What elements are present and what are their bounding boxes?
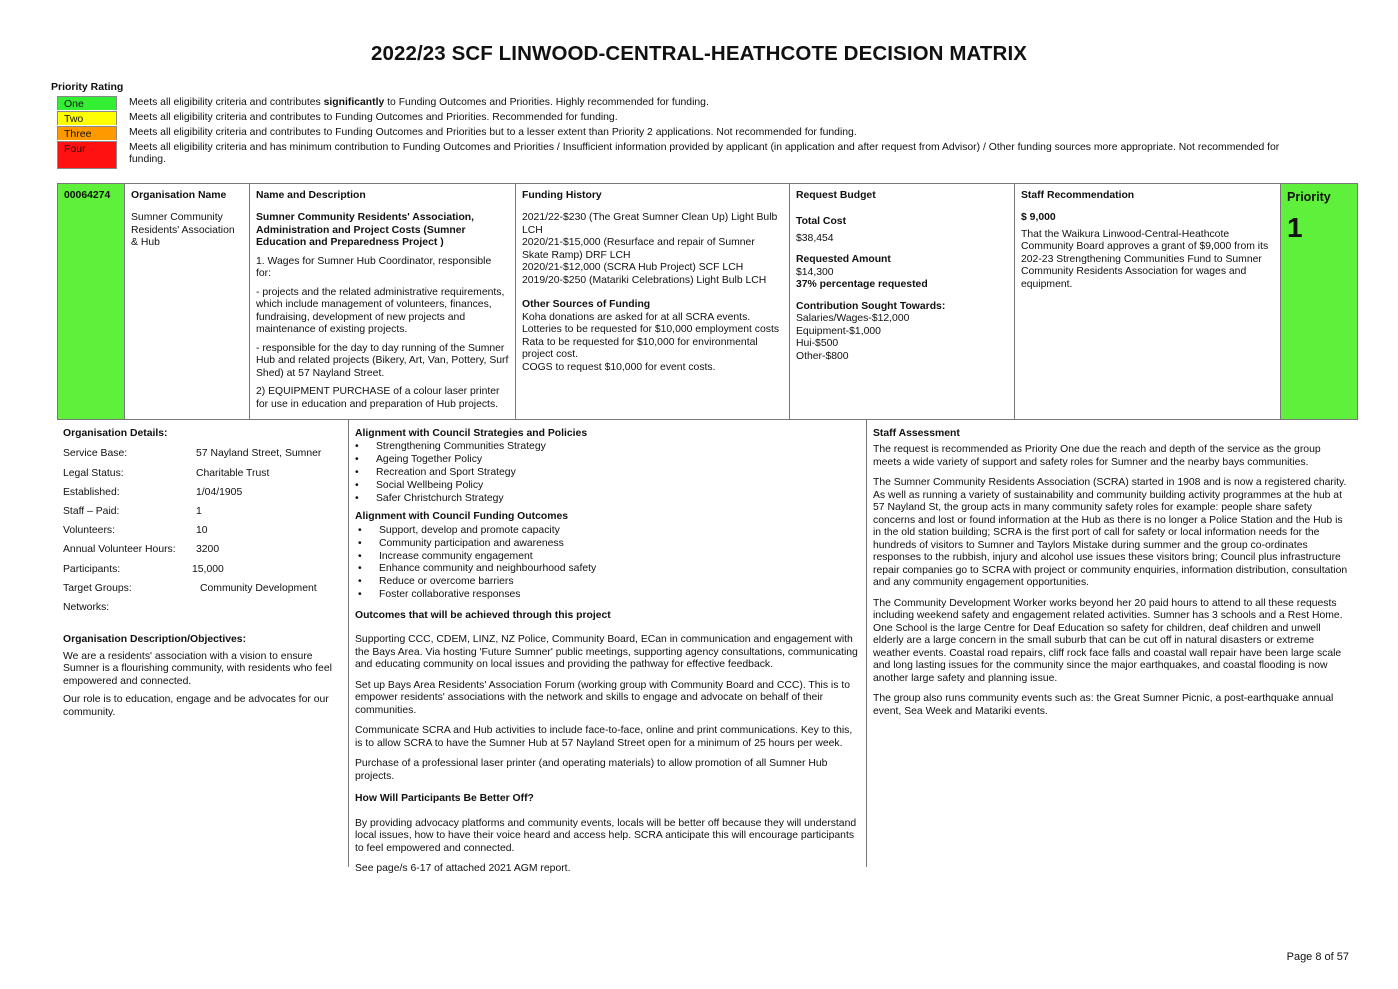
list-item: • Strengthening Communities Strategy xyxy=(355,441,860,454)
list-item: • Social Wellbeing Policy xyxy=(355,480,860,493)
better-off-paragraph: By providing advocacy platforms and community events, locals will be better off because they will understand local issues, how to have their voice heard and access help. SCRA anticipate this will encourage participants to feel empowered and connected. xyxy=(355,817,857,854)
achieved-heading: Outcomes that will be achieved through this project xyxy=(355,609,611,621)
funding-history-item: 2021/22-$230 (The Great Sumner Clean Up) Light Bulb LCH xyxy=(522,212,778,236)
priority-header: Priority xyxy=(1287,190,1331,204)
legend-row-four xyxy=(57,141,1317,169)
total-cost-value: $38,454 xyxy=(796,232,834,244)
requested-amount-label: Requested Amount xyxy=(796,254,891,266)
organisation-details-heading: Organisation Details: xyxy=(63,428,168,439)
description-paragraph: 2) EQUIPMENT PURCHASE of a colour laser printer for use in education and preparation of Hub projects. xyxy=(256,386,500,410)
achieved-paragraph: Communicate SCRA and Hub activities to include face-to-face, online and print communications. Key to this, is to allow SCRA to have the Sumner Hub at 57 Nayland Street open for a minimum of 25 hours per week. xyxy=(355,725,853,749)
achieved-paragraph: Purchase of a professional laser printer (and operating materials) to allow promotion of all Sumner Hub projects. xyxy=(355,758,828,782)
assessment-paragraph: The request is recommended as Priority One due the reach and depth of the service as the group meets a wide variety of support and safety roles for Sumner and the nearby bays communities. xyxy=(873,444,1321,468)
detail-row: Established: 1/04/1905 xyxy=(63,486,243,498)
alignment-column xyxy=(348,420,867,874)
legend-row-two xyxy=(57,111,1317,125)
swatch-three: Three xyxy=(57,126,117,140)
strategies-heading: Alignment with Council Strategies and Policies xyxy=(355,428,588,439)
request-budget-cell xyxy=(790,184,1015,420)
decision-matrix-table xyxy=(57,183,1358,420)
project-title: Sumner Community Residents' Association, Administration and Project Costs (Sumner Education and Preparedness Project ) xyxy=(256,212,475,249)
funding-history-item: 2020/21-$15,000 (Resurface and repair of Sumner Skate Ramp) DRF LCH xyxy=(522,237,755,261)
organisation-name-cell xyxy=(125,184,250,420)
requested-amount-value: $14,300 xyxy=(796,266,834,278)
staff-recommendation-header: Staff Recommendation xyxy=(1021,190,1135,201)
detail-row: Service Base: 57 Nayland Street, Sumner xyxy=(63,448,322,460)
staff-assessment-column xyxy=(867,420,1357,867)
list-item: • Enhance community and neighbourhood safety xyxy=(358,563,860,576)
better-off-heading: How Will Participants Be Better Off? xyxy=(355,793,534,805)
legend-text-three: Meets all eligibility criteria and contributes to Funding Outcomes and Priorities but to a lesser extent than Priority 2 applications. Not recommended for funding. xyxy=(129,127,857,138)
application-id-cell xyxy=(58,184,125,420)
description-paragraph: - responsible for the day to day running of the Sumner Hub and related projects (Bikery, Art, Van, Pottery, Surf Shed) at 57 Nayland Street. xyxy=(256,342,509,379)
assessment-paragraph: The group also runs community events such as: the Great Sumner Picnic, a post-earthquake annual event, Sea Week and Matariki events. xyxy=(873,693,1334,717)
list-item: • Recreation and Sport Strategy xyxy=(355,467,860,480)
legend-row-three xyxy=(57,126,1317,140)
contribution-item: Salaries/Wages-$12,000 xyxy=(796,313,910,325)
list-item: • Foster collaborative responses xyxy=(358,589,860,602)
list-item: • Support, develop and promote capacity xyxy=(358,525,860,538)
organisation-role: Our role is to education, engage and be advocates for our community. xyxy=(63,694,329,718)
staff-assessment-heading: Staff Assessment xyxy=(873,428,960,439)
outcomes-list xyxy=(355,525,860,602)
funding-history-item: 2019/20-$250 (Matariki Celebrations) Light Bulb LCH xyxy=(522,274,767,286)
assessment-paragraph: The Sumner Community Residents Association (SCRA) started in 1908 and is now a registered charity. As well as running a variety of sustainability and community building activity programmes at the hub at 57 Nayland St, the group acts in many community safety roles for example: people share safety concerns and lost or found information at the Hub as there is no longer a Police Station and the Hub is in the old station building; SCRA is the first port of call for safety or local information needs for the hundreds of visitors to Sumner and Taylors Mistake during summer and the group co-ordinates responses to the rubbish, injury and alcohol use issues these visitors bring; Council plus infrastructure repair companies go to SCRA with project or community enquiries, information distribution, consultation and any community engagement opportunities. xyxy=(873,477,1348,589)
request-budget-header: Request Budget xyxy=(796,190,876,201)
swatch-four: Four xyxy=(57,141,117,169)
outcomes-heading: Alignment with Council Funding Outcomes xyxy=(355,511,568,523)
other-sources-header: Other Sources of Funding xyxy=(522,299,651,311)
total-cost-label: Total Cost xyxy=(796,216,847,228)
contribution-header: Contribution Sought Towards: xyxy=(796,300,946,312)
priority-legend xyxy=(57,96,1317,170)
organisation-name: Sumner Community Residents' Association & Hub xyxy=(131,212,235,249)
name-description-header: Name and Description xyxy=(256,190,366,201)
staff-recommendation-cell xyxy=(1015,184,1281,420)
details-section xyxy=(57,419,1357,874)
contribution-item: Hui-$500 xyxy=(796,338,839,350)
contribution-item: Other-$800 xyxy=(796,350,849,362)
achieved-paragraph: Set up Bays Area Residents' Association Forum (working group with Community Board and CCC). This is to empower residents' associations with the network and skills to engage and advocate on behalf of their communities. xyxy=(355,679,850,716)
priority-value: 1 xyxy=(1287,212,1303,243)
swatch-one: One xyxy=(57,96,117,110)
other-sources-item: Koha donations are asked for at all SCRA events. xyxy=(522,311,751,323)
priority-cell xyxy=(1281,184,1358,420)
list-item: • Reduce or overcome barriers xyxy=(358,576,860,589)
legend-text-one: Meets all eligibility criteria and contributes significantly to Funding Outcomes and Priorities. Highly recommended for funding. xyxy=(129,97,709,108)
legend-text-four: Meets all eligibility criteria and has minimum contribution to Funding Outcomes and Priorities / Insufficient information provided by applicant (in application and after request from Advisor) / Other funding sources more appropriate. Not recommended for funding. xyxy=(129,142,1280,166)
page-number: Page 8 of 57 xyxy=(1286,951,1349,963)
other-sources-item: COGS to request $10,000 for event costs. xyxy=(522,361,716,373)
swatch-two: Two xyxy=(57,111,117,125)
funding-history-item: 2020/21-$12,000 (SCRA Hub Project) SCF LCH xyxy=(522,262,744,274)
list-item: • Community participation and awareness xyxy=(358,538,860,551)
funding-history-header: Funding History xyxy=(522,190,602,201)
application-id: 00064274 xyxy=(64,190,111,201)
organisation-description: We are a residents' association with a vision to ensure Sumner is a flourishing community, with residents who feel empowered and connected. xyxy=(63,650,332,687)
detail-row: Participants: 15,000 xyxy=(63,563,224,575)
document-title: 2022/23 SCF LINWOOD-CENTRAL-HEATHCOTE DECISION MATRIX xyxy=(370,42,1028,65)
detail-row: Staff – Paid: 1 xyxy=(63,506,202,518)
priority-rating-heading: Priority Rating xyxy=(51,81,124,93)
list-item: • Increase community engagement xyxy=(358,551,860,564)
staff-recommendation-amount: $ 9,000 xyxy=(1021,212,1056,224)
detail-row: Annual Volunteer Hours: 3200 xyxy=(63,544,220,556)
other-sources-item: Rata to be requested for $10,000 for environmental project cost. xyxy=(522,336,758,361)
organisation-details-column xyxy=(57,420,347,867)
detail-row: Target Groups: Community Development xyxy=(63,582,317,594)
strategies-list xyxy=(355,441,860,505)
description-paragraph: 1. Wages for Sumner Hub Coordinator, responsible for: xyxy=(256,255,492,280)
assessment-paragraph: The Community Development Worker works beyond her 20 paid hours to attend to all these requests including weekend safety and engagement related activities. Sumner has 3 schools and a Rest Home. One School is the large Centre for Deaf Education so safety for children, deaf children and unwell elderly are a large concern in the small suburb that can be cut off in natural disasters or extreme weather events. Coastal road repairs, cliff rock face falls and coastal wall repair have been large scale and long lasting issues for the community since the major earthquakes, and coastal flooding is now another large safety and planning issue. xyxy=(873,597,1343,684)
description-paragraph: - projects and the related administrative requirements, which include management of volunteers, finances, fundraising, development of new projects and maintenance of existing projects. xyxy=(256,286,505,336)
contribution-item: Equipment-$1,000 xyxy=(796,325,881,337)
organisation-description-heading: Organisation Description/Objectives: xyxy=(63,634,247,646)
other-sources-item: Lotteries to be requested for $10,000 employment costs xyxy=(522,324,780,336)
name-description-cell xyxy=(250,184,516,420)
legend-text-two: Meets all eligibility criteria and contributes to Funding Outcomes and Priorities. Recommended for funding. xyxy=(129,112,618,123)
achieved-paragraph: Supporting CCC, CDEM, LINZ, NZ Police, Community Board, ECan in communication and engagement with the Bays Area. Via hosting 'Future Sumner' public meetings, supporting agency consultations, communicating and educating community on local issues and providing the pathway for effective feedback. xyxy=(355,634,858,671)
list-item: • Ageing Together Policy xyxy=(355,454,860,467)
detail-row: Legal Status: Charitable Trust xyxy=(63,467,270,479)
percentage-requested: 37% percentage requested xyxy=(796,279,928,291)
staff-recommendation-text: That the Waikura Linwood-Central-Heathcote Community Board approves a grant of $9,000 from its 202-23 Strengthening Communities Fund to Sumner Community Residents Association for wages and equipment. xyxy=(1021,228,1269,290)
organisation-details-list xyxy=(63,448,341,621)
legend-row-one xyxy=(57,96,1317,110)
organisation-name-header: Organisation Name xyxy=(131,190,227,201)
better-off-paragraph: See page/s 6-17 of attached 2021 AGM report. xyxy=(355,863,571,874)
list-item: • Safer Christchurch Strategy xyxy=(355,493,860,506)
detail-row: Networks: xyxy=(63,601,110,613)
funding-history-cell xyxy=(516,184,790,420)
detail-row: Volunteers: 10 xyxy=(63,525,208,537)
